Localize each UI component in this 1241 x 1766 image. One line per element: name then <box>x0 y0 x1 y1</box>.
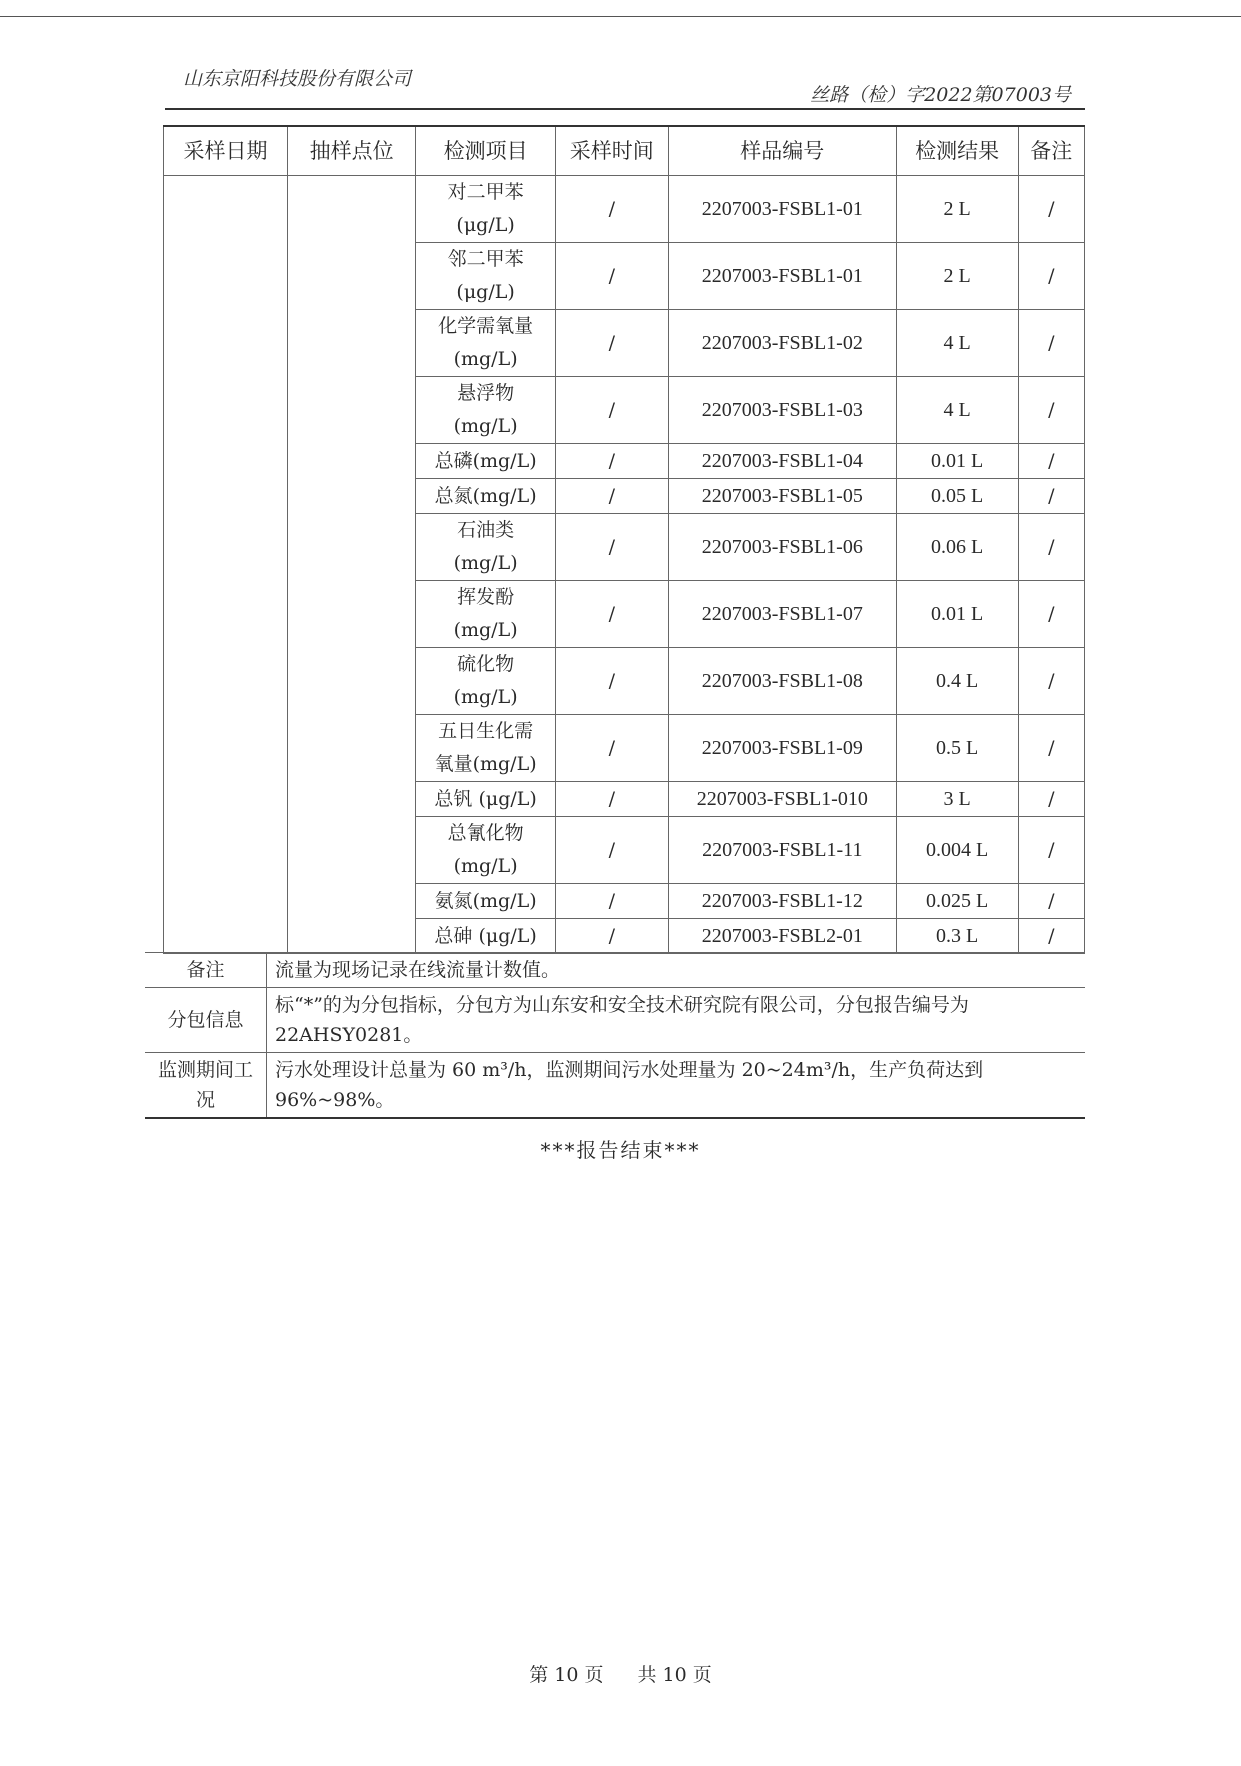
test-item-cell: 硫化物 (mg/L) <box>416 648 555 715</box>
sample-id-cell: 2207003-FSBL1-03 <box>668 377 896 444</box>
test-item-cell: 总氰化物 (mg/L) <box>416 817 555 884</box>
page-total: 共 10 页 <box>637 1664 712 1686</box>
sample-id-cell: 2207003-FSBL1-04 <box>668 444 896 479</box>
sample-id-cell: 2207003-FSBL2-01 <box>668 919 896 954</box>
test-item-cell: 五日生化需 氧量(mg/L) <box>416 715 555 782</box>
col-header-test-item: 检测项目 <box>416 126 555 176</box>
sample-id-cell: 2207003-FSBL1-01 <box>668 243 896 310</box>
remark-cell: / <box>1018 919 1084 954</box>
sampling-time-cell: / <box>555 310 668 377</box>
header-rule <box>165 108 1085 110</box>
sampling-time-cell: / <box>555 715 668 782</box>
test-item-cell: 对二甲苯 (μg/L) <box>416 176 555 243</box>
remark-cell: / <box>1018 715 1084 782</box>
note-text: 标“*”的为分包指标，分包方为山东安和安全技术研究院有限公司，分包报告编号为22AHSY0281。 <box>267 988 1086 1053</box>
page-number: 第 10 页 <box>529 1664 604 1686</box>
remark-cell: / <box>1018 444 1084 479</box>
col-header-sampling-point: 抽样点位 <box>287 126 415 176</box>
results-table <box>163 125 1085 954</box>
test-item-cell: 化学需氧量 (mg/L) <box>416 310 555 377</box>
sample-id-cell: 2207003-FSBL1-010 <box>668 782 896 817</box>
result-cell: 2 L <box>896 176 1018 243</box>
remark-cell: / <box>1018 884 1084 919</box>
note-label: 备注 <box>145 953 267 988</box>
remark-cell: / <box>1018 817 1084 884</box>
sampling-time-cell: / <box>555 514 668 581</box>
result-cell: 0.3 L <box>896 919 1018 954</box>
report-end-mark: ***报告结束*** <box>540 1138 701 1162</box>
sampling-time-cell: / <box>555 817 668 884</box>
sample-id-cell: 2207003-FSBL1-06 <box>668 514 896 581</box>
sampling-time-cell: / <box>555 648 668 715</box>
note-label: 监测期间工况 <box>145 1053 267 1119</box>
test-item-cell: 石油类 (mg/L) <box>416 514 555 581</box>
note-row-remark <box>145 953 1085 988</box>
table-row <box>164 176 1085 243</box>
sampling-time-cell: / <box>555 243 668 310</box>
test-item-cell: 悬浮物 (mg/L) <box>416 377 555 444</box>
sample-id-cell: 2207003-FSBL1-01 <box>668 176 896 243</box>
test-item-cell: 总钒 (μg/L) <box>416 782 555 817</box>
sample-id-cell: 2207003-FSBL1-11 <box>668 817 896 884</box>
note-row-subcontract <box>145 988 1085 1053</box>
remark-cell: / <box>1018 243 1084 310</box>
sample-id-cell: 2207003-FSBL1-07 <box>668 581 896 648</box>
sample-id-cell: 2207003-FSBL1-12 <box>668 884 896 919</box>
test-item-cell: 挥发酚 (mg/L) <box>416 581 555 648</box>
report-number: 丝路（检）字2022第07003号 <box>810 84 1071 106</box>
test-item-cell: 氨氮(mg/L) <box>416 884 555 919</box>
note-row-conditions <box>145 1053 1085 1119</box>
result-cell: 0.4 L <box>896 648 1018 715</box>
sampling-time-cell: / <box>555 884 668 919</box>
sample-id-cell: 2207003-FSBL1-09 <box>668 715 896 782</box>
remark-cell: / <box>1018 648 1084 715</box>
remark-cell: / <box>1018 782 1084 817</box>
sampling-time-cell: / <box>555 479 668 514</box>
result-cell: 3 L <box>896 782 1018 817</box>
sample-id-cell: 2207003-FSBL1-05 <box>668 479 896 514</box>
sampling-point-cell <box>287 176 415 954</box>
result-cell: 0.05 L <box>896 479 1018 514</box>
col-header-sampling-date: 采样日期 <box>164 126 288 176</box>
note-text: 污水处理设计总量为 60 m³/h，监测期间污水处理量为 20~24m³/h，生产负荷达到 96%~98%。 <box>267 1053 1086 1119</box>
sampling-time-cell: / <box>555 782 668 817</box>
company-name: 山东京阳科技股份有限公司 <box>183 68 412 90</box>
sample-id-cell: 2207003-FSBL1-02 <box>668 310 896 377</box>
note-text: 流量为现场记录在线流量计数值。 <box>267 953 1086 988</box>
test-item-cell: 总砷 (μg/L) <box>416 919 555 954</box>
result-cell: 2 L <box>896 243 1018 310</box>
remark-cell: / <box>1018 377 1084 444</box>
col-header-result: 检测结果 <box>896 126 1018 176</box>
sampling-time-cell: / <box>555 581 668 648</box>
result-cell: 0.025 L <box>896 884 1018 919</box>
result-cell: 4 L <box>896 377 1018 444</box>
scan-edge-line <box>0 16 1241 17</box>
sampling-time-cell: / <box>555 444 668 479</box>
result-cell: 0.01 L <box>896 581 1018 648</box>
result-cell: 4 L <box>896 310 1018 377</box>
page-footer <box>0 1660 1241 1687</box>
test-item-cell: 邻二甲苯 (μg/L) <box>416 243 555 310</box>
col-header-sampling-time: 采样时间 <box>555 126 668 176</box>
remark-cell: / <box>1018 514 1084 581</box>
result-cell: 0.004 L <box>896 817 1018 884</box>
remark-cell: / <box>1018 176 1084 243</box>
remark-cell: / <box>1018 479 1084 514</box>
sampling-date-cell <box>164 176 288 954</box>
note-label: 分包信息 <box>145 988 267 1053</box>
table-header-row <box>164 126 1085 176</box>
sampling-time-cell: / <box>555 176 668 243</box>
remark-cell: / <box>1018 310 1084 377</box>
sample-id-cell: 2207003-FSBL1-08 <box>668 648 896 715</box>
result-cell: 0.06 L <box>896 514 1018 581</box>
col-header-remark: 备注 <box>1018 126 1084 176</box>
remark-cell: / <box>1018 581 1084 648</box>
test-item-cell: 总磷(mg/L) <box>416 444 555 479</box>
sampling-time-cell: / <box>555 919 668 954</box>
notes-table <box>145 952 1085 1119</box>
result-cell: 0.01 L <box>896 444 1018 479</box>
test-item-cell: 总氮(mg/L) <box>416 479 555 514</box>
sampling-time-cell: / <box>555 377 668 444</box>
col-header-sample-id: 样品编号 <box>668 126 896 176</box>
result-cell: 0.5 L <box>896 715 1018 782</box>
